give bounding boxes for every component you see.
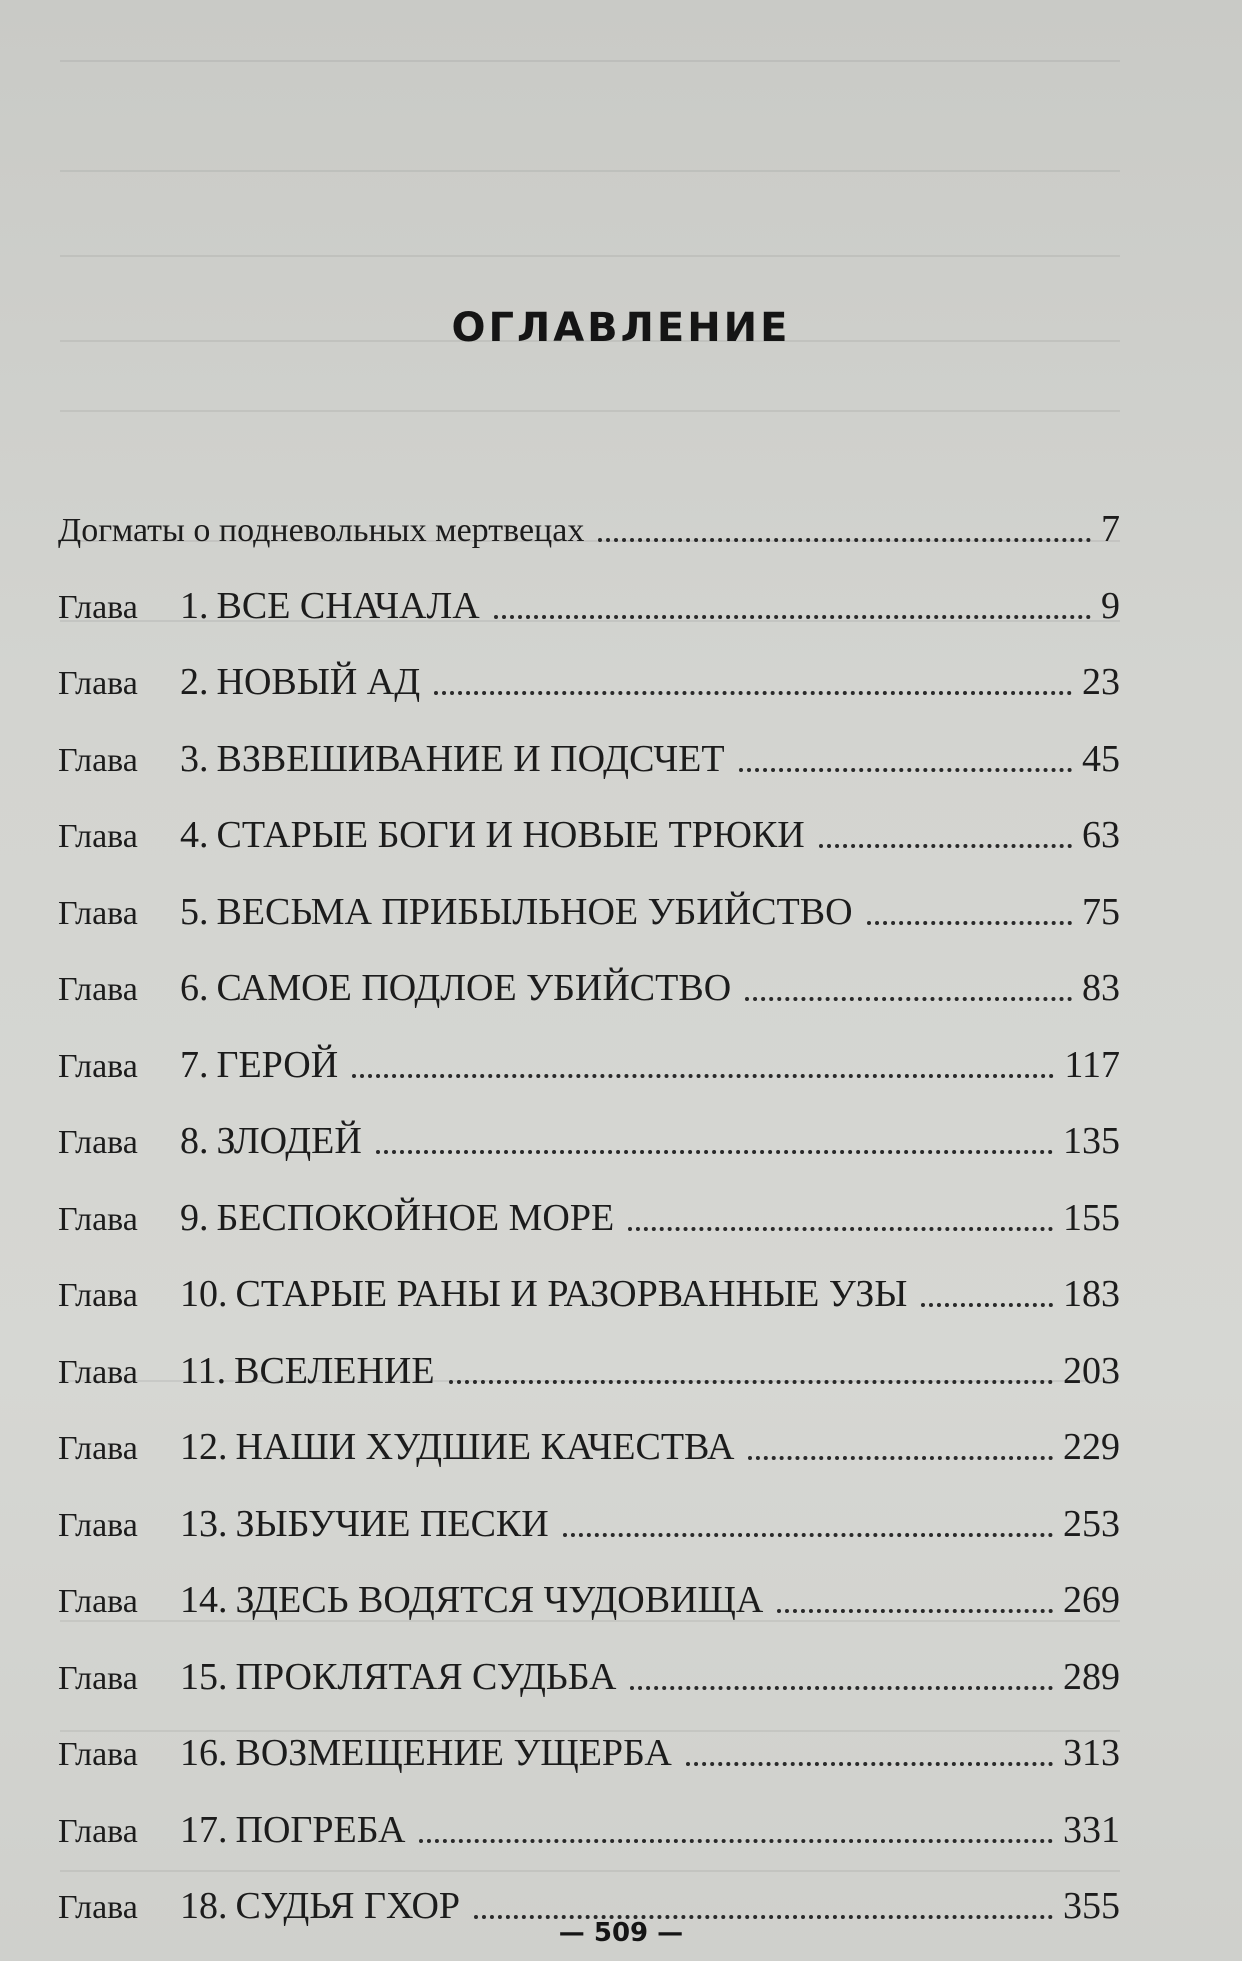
dot-leader (777, 1609, 1053, 1613)
chapter-prefix: Глава (58, 1659, 138, 1697)
chapter-title: ВОЗМЕЩЕНИЕ УЩЕРБА (235, 1732, 672, 1774)
toc-entry-chapter-13[interactable] (58, 1466, 1120, 1543)
chapter-prefix: Глава (58, 1889, 138, 1926)
chapter-prefix: Глава (58, 665, 138, 702)
chapter-prefix: Глава (58, 1353, 138, 1391)
toc-entry-chapter-8[interactable] (58, 1084, 1120, 1161)
dot-leader (494, 615, 1091, 619)
chapter-title: ВСЕЛЕНИЕ (234, 1349, 435, 1392)
toc-page-number: 63 (1082, 814, 1120, 856)
dot-leader (686, 1762, 1053, 1766)
chapter-number: 16. (180, 1732, 228, 1774)
dot-leader (563, 1533, 1053, 1537)
toc-entry-chapter-4[interactable] (58, 778, 1120, 855)
dot-leader (819, 844, 1072, 848)
chapter-prefix: Глава (58, 1047, 138, 1085)
toc-page-number: 203 (1063, 1349, 1120, 1392)
chapter-number: 6. (180, 967, 209, 1009)
toc-entry-title: Догматы о подневольных мертвецах (58, 512, 585, 549)
chapter-title: ПРОКЛЯТАЯ СУДЬБА (235, 1655, 617, 1698)
dot-leader (376, 1150, 1053, 1154)
toc-page-number: 155 (1063, 1196, 1120, 1239)
chapter-number: 13. (180, 1502, 228, 1545)
toc-entry-chapter-5[interactable] (58, 854, 1120, 931)
chapter-title: ПОГРЕБА (235, 1808, 406, 1851)
chapter-number: 9. (180, 1196, 209, 1239)
toc-entry-chapter-17[interactable] (58, 1772, 1120, 1849)
toc-entry-chapter-11[interactable] (58, 1313, 1120, 1390)
toc-page-number: 117 (1064, 1043, 1120, 1086)
toc-entry-chapter-3[interactable] (58, 701, 1120, 778)
toc-page-number: 9 (1101, 584, 1120, 627)
chapter-number: 4. (180, 814, 209, 856)
toc-page-number: 23 (1082, 661, 1120, 703)
toc-page-number: 83 (1082, 967, 1120, 1009)
chapter-number: 17. (180, 1808, 228, 1851)
chapter-title: СУДЬЯ ГХОР (235, 1885, 461, 1927)
chapter-title: НАШИ ХУДШИЕ КАЧЕСТВА (235, 1426, 735, 1468)
toc-page-number: 331 (1063, 1808, 1120, 1851)
chapter-title: ВЕСЬМА ПРИБЫЛЬНОЕ УБИЙСТВО (216, 890, 853, 933)
dot-leader (739, 768, 1072, 772)
chapter-title: СТАРЫЕ БОГИ И НОВЫЕ ТРЮКИ (216, 814, 805, 856)
chapter-prefix: Глава (58, 1812, 138, 1850)
chapter-prefix: Глава (58, 1277, 138, 1314)
dot-leader (598, 538, 1091, 542)
toc-entry-chapter-1[interactable] (58, 548, 1120, 625)
toc-entry-chapter-6[interactable] (58, 931, 1120, 1008)
chapter-title: САМОЕ ПОДЛОЕ УБИЙСТВО (216, 967, 732, 1009)
chapter-prefix: Глава (58, 1430, 138, 1467)
chapter-prefix: Глава (58, 588, 138, 626)
toc-page-number: 313 (1063, 1732, 1120, 1774)
dot-leader (630, 1686, 1053, 1690)
chapter-title: ГЕРОЙ (216, 1043, 339, 1086)
chapter-title: ЗДЕСЬ ВОДЯТСЯ ЧУДОВИЩА (235, 1579, 764, 1621)
toc-page-number: 135 (1063, 1120, 1120, 1162)
toc-page-number: 7 (1101, 508, 1120, 550)
dot-leader (628, 1227, 1053, 1231)
chapter-prefix: Глава (58, 818, 138, 855)
chapter-number: 10. (180, 1273, 228, 1315)
chapter-number: 8. (180, 1120, 209, 1162)
chapter-number: 14. (180, 1579, 228, 1621)
dot-leader (449, 1380, 1053, 1384)
dot-leader (434, 691, 1072, 695)
chapter-prefix: Глава (58, 894, 138, 932)
toc-entry-chapter-2[interactable] (58, 625, 1120, 702)
dot-leader (921, 1303, 1053, 1307)
chapter-title: ЗЫБУЧИЕ ПЕСКИ (235, 1502, 549, 1545)
chapter-number: 3. (180, 737, 209, 780)
chapter-title: НОВЫЙ АД (216, 661, 421, 703)
toc-page-number: 269 (1063, 1579, 1120, 1621)
dot-leader (745, 997, 1072, 1001)
toc-entry-intro[interactable] (58, 438, 1120, 548)
chapter-prefix: Глава (58, 971, 138, 1008)
toc-entry-chapter-16[interactable] (58, 1696, 1120, 1773)
chapter-title: ВСЕ СНАЧАЛА (216, 584, 480, 627)
toc-entry-chapter-9[interactable] (58, 1160, 1120, 1237)
dot-leader (352, 1074, 1054, 1078)
chapter-title: ВЗВЕШИВАНИЕ И ПОДСЧЕТ (216, 737, 725, 780)
chapter-title: БЕСПОКОЙНОЕ МОРЕ (216, 1196, 615, 1239)
toc-page-number: 45 (1082, 737, 1120, 780)
dot-leader (867, 921, 1072, 925)
chapter-number: 11. (180, 1349, 227, 1392)
chapter-title: ЗЛОДЕЙ (216, 1120, 362, 1162)
toc-page-number: 183 (1063, 1273, 1120, 1315)
chapter-number: 12. (180, 1426, 228, 1468)
table-of-contents (58, 438, 1120, 1925)
toc-entry-chapter-18[interactable] (58, 1849, 1120, 1926)
dot-leader (419, 1839, 1053, 1843)
toc-entry-chapter-14[interactable] (58, 1543, 1120, 1620)
chapter-number: 2. (180, 661, 209, 703)
toc-page-number: 229 (1063, 1426, 1120, 1468)
chapter-number: 5. (180, 890, 209, 933)
toc-page-number: 289 (1063, 1655, 1120, 1698)
chapter-prefix: Глава (58, 1506, 138, 1544)
toc-page-number: 253 (1063, 1502, 1120, 1545)
chapter-prefix: Глава (58, 1583, 138, 1620)
page-number-footer: — 509 — (558, 1918, 684, 1948)
chapter-prefix: Глава (58, 1200, 138, 1238)
chapter-number: 1. (180, 584, 209, 627)
toc-page-number: 75 (1082, 890, 1120, 933)
toc-entry-chapter-12[interactable] (58, 1390, 1120, 1467)
chapter-prefix: Глава (58, 1124, 138, 1161)
toc-page-number: 355 (1063, 1885, 1120, 1927)
chapter-number: 15. (180, 1655, 228, 1698)
page-title: ОГЛАВЛЕНИЕ (451, 305, 791, 351)
toc-entry-chapter-10[interactable] (58, 1237, 1120, 1314)
chapter-number: 7. (180, 1043, 209, 1086)
chapter-prefix: Глава (58, 741, 138, 779)
toc-entry-chapter-15[interactable] (58, 1619, 1120, 1696)
chapter-number: 18. (180, 1885, 228, 1927)
chapter-prefix: Глава (58, 1736, 138, 1773)
dot-leader (748, 1456, 1053, 1460)
chapter-title: СТАРЫЕ РАНЫ И РАЗОРВАННЫЕ УЗЫ (235, 1273, 908, 1315)
toc-entry-chapter-7[interactable] (58, 1007, 1120, 1084)
